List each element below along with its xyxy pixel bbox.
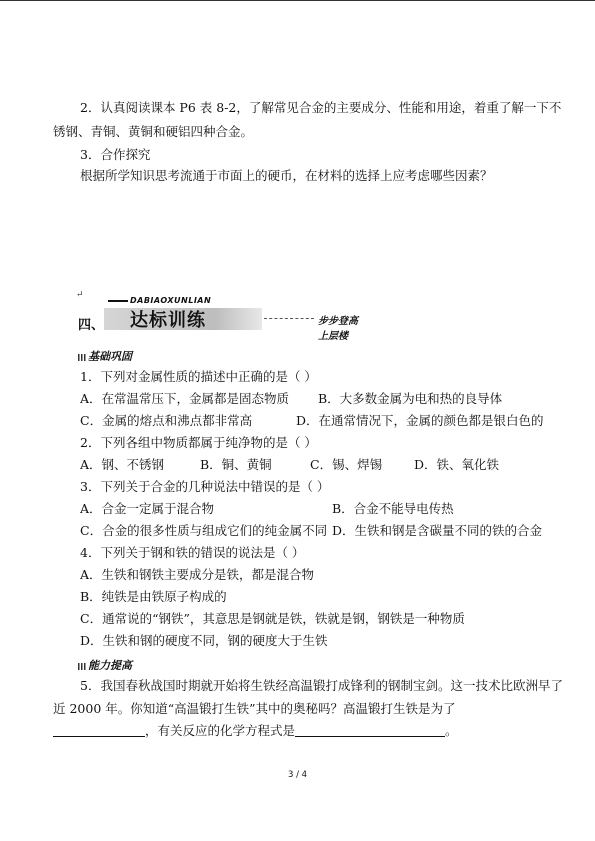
q1-option-c: C．金属的熔点和沸点都非常高 bbox=[80, 413, 253, 428]
q2-option-b: B．铜、黄铜 bbox=[200, 457, 272, 472]
q5-line-1: 5．我国春秋战国时期就开始将生铁经高温锻打成锋利的钢制宝剑。这一技术比欧洲早了 bbox=[80, 678, 563, 693]
q1-option-d: D．在通常情况下，金属的颜色都是银白色的 bbox=[296, 413, 544, 428]
page-number: 3 / 4 bbox=[288, 770, 308, 780]
banner-dash-line bbox=[264, 318, 314, 319]
q4-option-c: C．通常说的“钢铁”，其意思是钢就是铁，铁就是钢，钢铁是一种物质 bbox=[80, 611, 465, 626]
paragraph-mark: ↵ bbox=[76, 290, 84, 300]
paragraph-2-line-1: 2．认真阅读课本 P6 表 8-2，了解常见合金的主要成分、性能和用途，着重了解一下不 bbox=[80, 100, 562, 115]
section-basic-label: 基础巩固 bbox=[88, 350, 132, 363]
answer-blank-2[interactable] bbox=[295, 724, 445, 737]
page-top-border bbox=[0, 0, 595, 1]
paragraph-3-body: 根据所学知识思考流通于市面上的硬币，在材料的选择上应考虑哪些因素？ bbox=[80, 168, 493, 183]
q3-option-b: B．合金不能导电传热 bbox=[332, 501, 454, 516]
q4-stem: 4．下列关于钢和铁的错误的说法是（ ） bbox=[80, 545, 305, 560]
q1-option-b: B．大多数金属为电和热的良导体 bbox=[318, 391, 503, 406]
q2-option-c: C．锡、焊锡 bbox=[310, 457, 383, 472]
q5-line-3 bbox=[53, 723, 458, 739]
paragraph-3-heading: 3．合作探究 bbox=[80, 147, 151, 162]
banner-title: 达标训练 bbox=[130, 310, 206, 331]
banner-top-rule bbox=[108, 300, 128, 302]
dots-icon bbox=[78, 663, 86, 670]
section-basic-badge bbox=[78, 348, 132, 364]
q3-option-d: D．生铁和钢是含碳量不同的铁的合金 bbox=[332, 523, 543, 538]
q2-option-d: D．铁、氧化铁 bbox=[414, 457, 500, 472]
q2-option-a: A．钢、不锈钢 bbox=[80, 457, 165, 472]
section-banner bbox=[78, 296, 358, 342]
q1-stem: 1．下列对金属性质的描述中正确的是（ ） bbox=[80, 369, 317, 384]
paragraph-2-line-2: 锈钢、青铜、黄铜和硬铝四种合金。 bbox=[53, 124, 254, 139]
q3-stem: 3．下列关于合金的几种说法中错误的是（ ） bbox=[80, 479, 330, 494]
banner-slogan: 步步登高上层楼 bbox=[318, 316, 358, 342]
dots-icon bbox=[78, 354, 86, 361]
q5-line-2: 近 2000 年。你知道“高温锻打生铁”其中的奥秘吗？高温锻打生铁是为了 bbox=[53, 701, 456, 716]
answer-blank-1[interactable] bbox=[53, 724, 145, 737]
q3-option-c: C．合金的很多性质与组成它们的纯金属不同 bbox=[80, 523, 328, 538]
q1-option-a: A．在常温常压下，金属都是固态物质 bbox=[80, 391, 290, 406]
q2-stem: 2．下列各组中物质都属于纯净物的是（ ） bbox=[80, 435, 317, 450]
q4-option-d: D．生铁和钢的硬度不同，钢的硬度大于生铁 bbox=[80, 633, 328, 648]
q3-option-a: A．合金一定属于混合物 bbox=[80, 501, 215, 516]
section-ability-label: 能力提高 bbox=[88, 659, 132, 672]
banner-pinyin: DABIAOXUNLIAN bbox=[130, 296, 212, 305]
section-ability-badge bbox=[78, 657, 132, 673]
q4-option-b: B．纯铁是由铁原子构成的 bbox=[80, 589, 227, 604]
q4-option-a: A．生铁和钢铁主要成分是铁，都是混合物 bbox=[80, 567, 315, 582]
q5-line-3-mid: ，有关反应的化学方程式是 bbox=[145, 723, 296, 738]
q5-line-3-end: 。 bbox=[445, 723, 458, 738]
section-number: 四、 bbox=[78, 318, 105, 333]
